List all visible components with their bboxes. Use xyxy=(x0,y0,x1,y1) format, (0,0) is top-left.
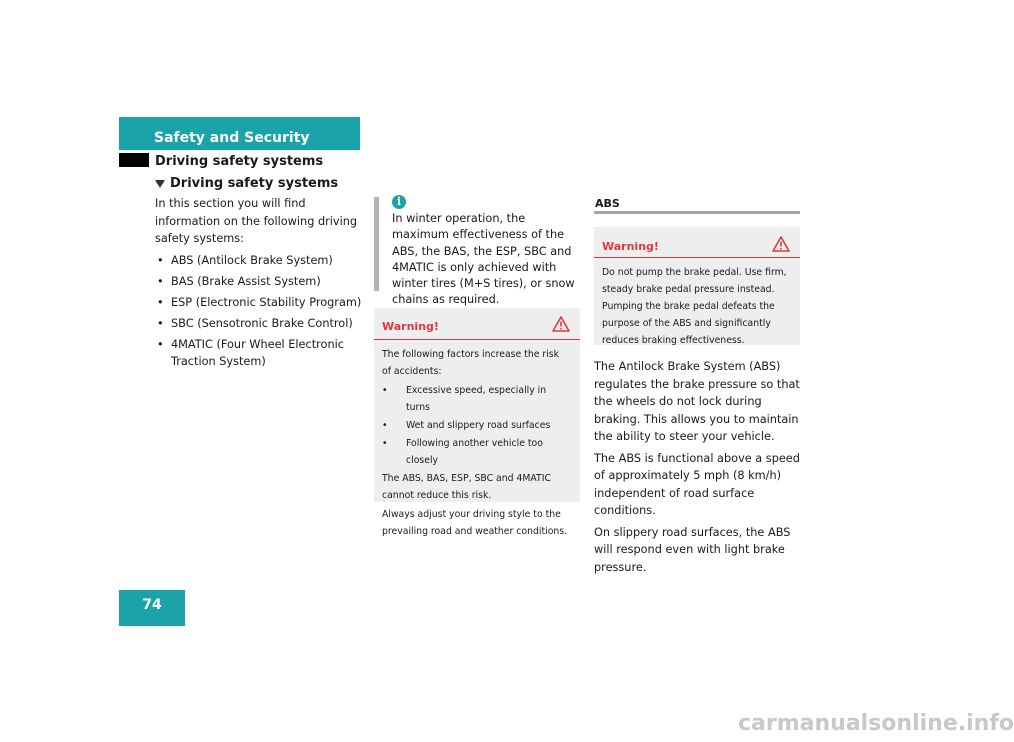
warning-body xyxy=(374,340,580,548)
info-icon: i xyxy=(392,195,406,209)
page-title xyxy=(155,176,338,191)
abs-heading: ABS xyxy=(595,197,620,210)
list-item: • BAS (Brake Assist System) xyxy=(155,273,365,291)
watermark-text: carmanualsonline.info xyxy=(738,711,1014,736)
warning-header xyxy=(594,227,800,258)
list-item: • SBC (Sensotronic Brake Control) xyxy=(155,315,365,333)
list-item: • Wet and slippery road surfaces xyxy=(382,417,570,434)
abs-paragraph: The Antilock Brake System (ABS) regulates the brake pressure so that the wheels do not lock during braking. This allows you to maintain the ability to steer your vehicle. xyxy=(594,360,800,443)
triangle-bullet-icon xyxy=(155,180,165,188)
systems-list xyxy=(155,252,365,371)
warning-triangle-icon xyxy=(552,316,570,332)
list-item: • ABS (Antilock Brake System) xyxy=(155,252,365,270)
page-title-text: Driving safety systems xyxy=(170,176,339,191)
warning-title: Warning! xyxy=(602,240,659,253)
warning-box-brake-pedal xyxy=(594,227,800,345)
warning-header xyxy=(374,308,580,340)
section-header-bar xyxy=(119,117,360,150)
list-item: • ESP (Electronic Stability Program) xyxy=(155,294,365,312)
warning-intro: The following factors increase the risk of accidents: xyxy=(382,349,560,377)
risk-factor-list xyxy=(382,382,570,469)
intro-column xyxy=(155,195,365,374)
info-side-bar xyxy=(374,197,379,291)
warning-title: Warning! xyxy=(382,320,439,333)
intro-text: In this section you will find information on the following driving safety systems: xyxy=(155,197,358,245)
warning-triangle-icon xyxy=(772,236,790,252)
abs-paragraph: The ABS is functional above a speed of approximately 5 mph (8 km/h) independent of road surface conditions. xyxy=(594,451,800,517)
section-tab-marker xyxy=(119,153,149,167)
info-note xyxy=(374,195,578,307)
list-item: • Following another vehicle too closely xyxy=(382,435,570,469)
abs-paragraph: On slippery road surfaces, the ABS will respond even with light brake pressure. xyxy=(594,525,791,574)
warning-note: The ABS, BAS, ESP, SBC and 4MATIC cannot reduce this risk. xyxy=(382,473,551,501)
page-subtitle: Driving safety systems xyxy=(155,154,324,169)
warning-box-accidents xyxy=(374,308,580,537)
warning-note: Always adjust your driving style to the prevailing road and weather conditions. xyxy=(382,509,568,537)
section-title: Safety and Security xyxy=(154,130,310,146)
warning-text: Do not pump the brake pedal. Use firm, steady brake pedal pressure instead. Pumping the brake pedal defeats the purpose of the ABS and significantly reduces braking effectiveness. xyxy=(602,267,787,346)
abs-description xyxy=(594,358,804,580)
heading-rule xyxy=(594,211,800,214)
warning-body xyxy=(594,258,800,357)
page-number: 74 xyxy=(119,590,185,626)
list-item: • Excessive speed, especially in turns xyxy=(382,382,570,416)
list-item: • 4MATIC (Four Wheel Electronic Traction System) xyxy=(155,336,365,371)
info-text: In winter operation, the maximum effectiveness of the ABS, the BAS, the ESP, SBC and 4MATIC is only achieved with winter tires (M+S tires), or snow chains as required. xyxy=(392,212,575,307)
